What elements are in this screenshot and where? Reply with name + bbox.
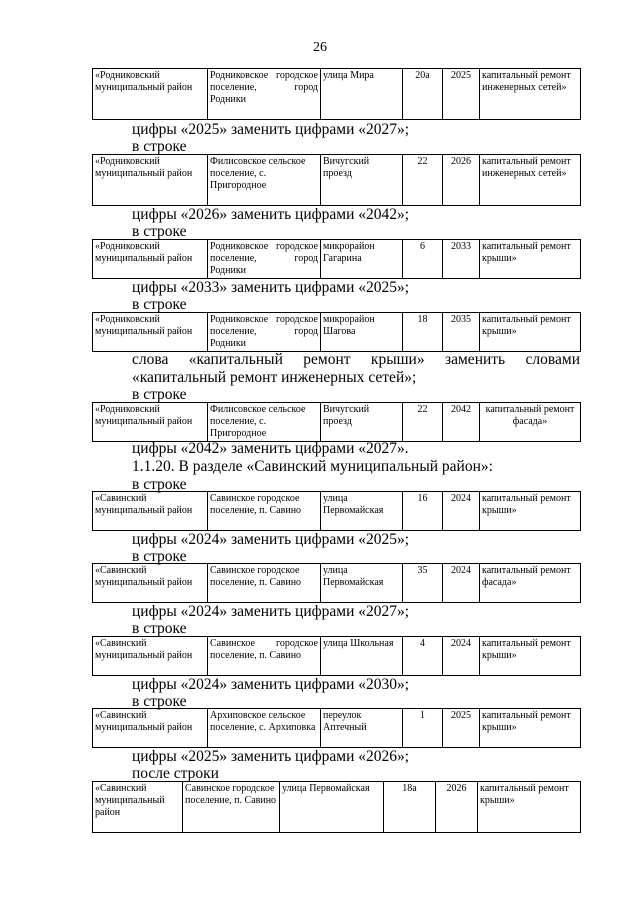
table-row (92, 708, 581, 748)
table-row (92, 68, 581, 120)
instruction-text: цифры «2024» заменить цифрами «2030»; (132, 676, 410, 693)
instruction-text: цифры «2026» заменить цифрами «2042»; (132, 206, 410, 223)
cell-street: микрорайон Шагова (321, 313, 403, 352)
cell-district: «Родниковский муниципальный район (93, 155, 208, 206)
table-row (92, 312, 581, 352)
instruction-text: цифры «2042» заменить цифрами «2027». (132, 440, 409, 457)
cell-year: 2035 (443, 313, 480, 352)
instruction-text: в строке (132, 223, 187, 240)
cell-work: капитальный ремонт крыши» (480, 492, 581, 531)
cell-house: 6 (403, 240, 443, 279)
table-row (92, 491, 581, 531)
cell-settlement: Савинское городское поселение, п. Савино (183, 782, 280, 833)
cell-year: 2026 (443, 155, 480, 206)
cell-settlement: Савинское городское поселение, п. Савино (208, 492, 321, 531)
cell-year: 2024 (443, 637, 480, 676)
cell-street: улица Школьная (321, 637, 403, 676)
cell-house: 16 (403, 492, 443, 531)
cell-street: улица Первомайская (280, 782, 384, 833)
cell-work: капитальный ремонт фасада» (480, 564, 581, 603)
cell-district: «Савинский муниципальный район (93, 492, 208, 531)
cell-district: «Савинский муниципальный район (93, 709, 208, 748)
instruction-text: цифры «2025» заменить цифрами «2026»; (132, 748, 410, 765)
cell-district: «Родниковский муниципальный район (93, 69, 208, 120)
cell-year: 2042 (443, 403, 480, 442)
cell-house: 4 (403, 637, 443, 676)
instruction-text: в строке (132, 138, 187, 155)
cell-settlement: Филисовское сельское поселение, с. Пригородное (208, 155, 321, 206)
cell-house: 1 (403, 709, 443, 748)
cell-street: улица Мира (321, 69, 403, 120)
table-row (92, 636, 581, 676)
cell-district: «Савинский муниципальный район (93, 637, 208, 676)
cell-work: капитальный ремонт фасада» (480, 403, 581, 442)
instruction-text: цифры «2033» заменить цифрами «2025»; (132, 279, 410, 296)
instruction-text: в строке (132, 548, 187, 565)
cell-street: Вичугский проезд (321, 155, 403, 206)
table-row (92, 563, 581, 603)
cell-work: капитальный ремонт инженерных сетей» (480, 69, 581, 120)
cell-district: «Родниковский муниципальный район (93, 313, 208, 352)
cell-settlement: Архиповское сельское поселение, с. Архиповка (208, 709, 321, 748)
cell-settlement: Родниковское городское поселение, город Родники (208, 69, 321, 120)
cell-district: «Савинский муниципальный район (93, 564, 208, 603)
cell-work: капитальный ремонт крыши» (480, 240, 581, 279)
cell-settlement: Родниковское городское поселение, город Родники (208, 313, 321, 352)
cell-district: «Родниковский муниципальный район (93, 240, 208, 279)
cell-house: 35 (403, 564, 443, 603)
cell-settlement: Филисовское сельское поселение, с. Пригородное (208, 403, 321, 442)
instruction-text: после строки (132, 765, 219, 782)
cell-year: 2025 (443, 709, 480, 748)
cell-street: улица Первомайская (321, 564, 403, 603)
cell-year: 2024 (443, 492, 480, 531)
table-row (92, 781, 581, 833)
cell-district: «Родниковский муниципальный район (93, 403, 208, 442)
cell-work: капитальный ремонт инженерных сетей» (480, 155, 581, 206)
page-number: 26 (313, 40, 327, 55)
cell-work: капитальный ремонт крыши» (480, 637, 581, 676)
cell-street: Вичугский проезд (321, 403, 403, 442)
cell-settlement: Родниковское городское поселение, город Родники (208, 240, 321, 279)
instruction-text: цифры «2024» заменить цифрами «2027»; (132, 603, 410, 620)
cell-year: 2024 (443, 564, 480, 603)
instruction-text: в строке (132, 296, 187, 313)
cell-district: «Савинский муниципальный район (93, 782, 183, 833)
instruction-text: цифры «2024» заменить цифрами «2025»; (132, 531, 410, 548)
cell-house: 20а (403, 69, 443, 120)
instruction-text: в строке (132, 386, 187, 403)
instruction-text: в строке (132, 476, 187, 493)
cell-street: переулок Аптечный (321, 709, 403, 748)
cell-work: капитальный ремонт крыши» (478, 782, 581, 833)
instruction-text: слова «капитальный ремонт крыши» заменить словами «капитальный ремонт инженерных сетей»; (132, 351, 580, 386)
cell-year: 2025 (443, 69, 480, 120)
cell-year: 2026 (436, 782, 478, 833)
cell-year: 2033 (443, 240, 480, 279)
instruction-text: в строке (132, 693, 187, 710)
cell-house: 18а (384, 782, 436, 833)
cell-settlement: Савинское городское поселение, п. Савино (208, 564, 321, 603)
instruction-text: в строке (132, 620, 187, 637)
section-heading: 1.1.20. В разделе «Савинский муниципальный район»: (132, 458, 493, 475)
instruction-text: цифры «2025» заменить цифрами «2027»; (132, 121, 410, 138)
cell-house: 22 (403, 403, 443, 442)
cell-house: 22 (403, 155, 443, 206)
table-row (92, 402, 581, 442)
cell-work: капитальный ремонт крыши» (480, 313, 581, 352)
cell-street: микрорайон Гагарина (321, 240, 403, 279)
table-row (92, 154, 581, 206)
cell-settlement: Савинское городское поселение, п. Савино (208, 637, 321, 676)
cell-street: улица Первомайская (321, 492, 403, 531)
cell-house: 18 (403, 313, 443, 352)
cell-work: капитальный ремонт крыши» (480, 709, 581, 748)
table-row (92, 239, 581, 279)
